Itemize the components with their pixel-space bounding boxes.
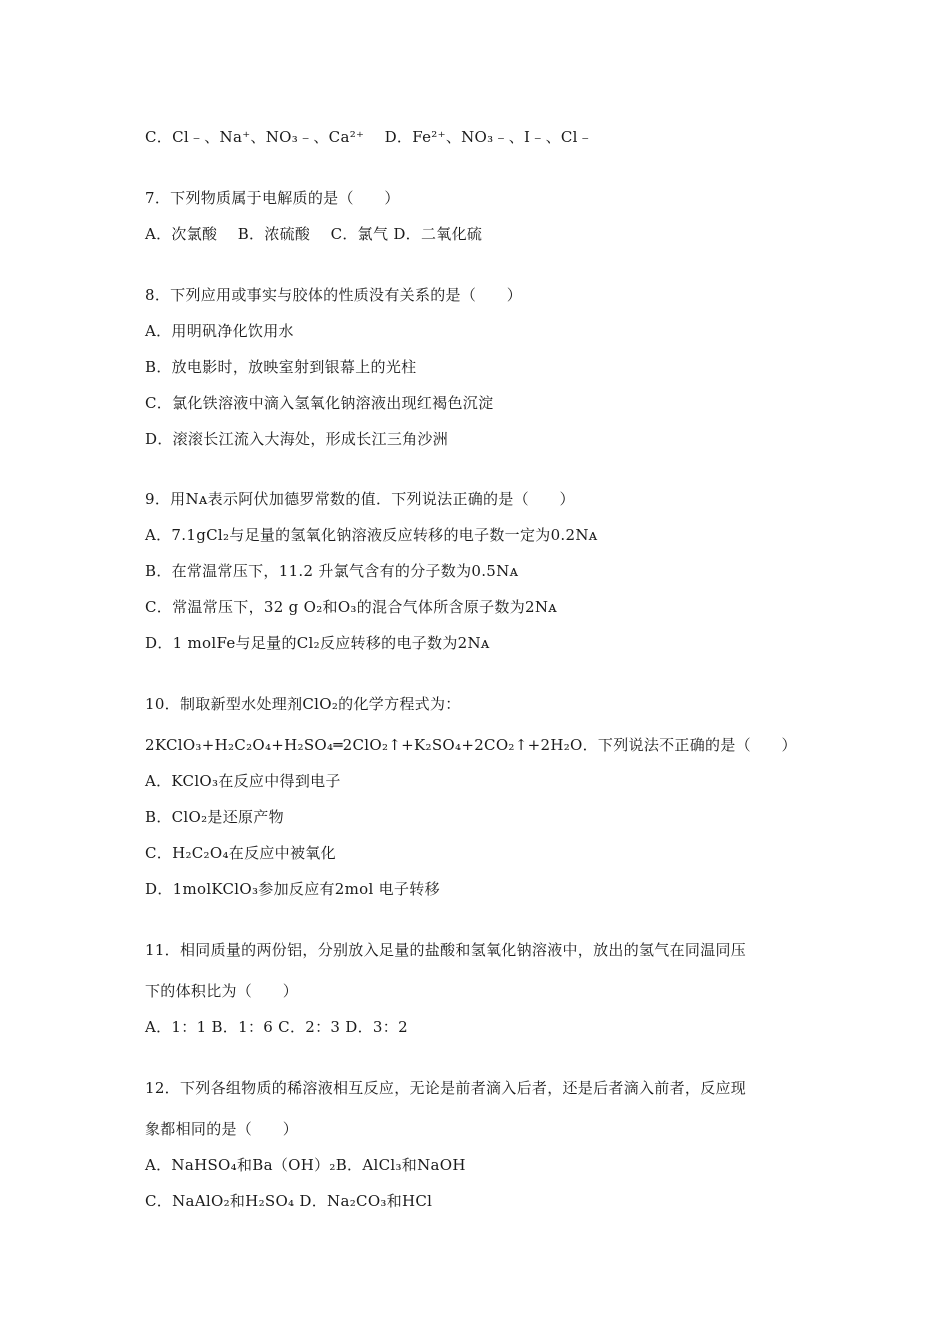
q7-options: A．次氯酸 B．浓硫酸 C．氯气 D．二氧化硫 xyxy=(145,225,483,243)
q9-stem: 9．用Nᴀ表示阿伏加德罗常数的值．下列说法正确的是（ ） xyxy=(145,490,575,508)
q9-option-b: B．在常温常压下，11.2 升氯气含有的分子数为0.5Nᴀ xyxy=(145,562,519,580)
q8-option-c: C．氯化铁溶液中滴入氢氧化钠溶液出现红褐色沉淀 xyxy=(145,394,494,412)
q10-option-d: D．1molKClO₃参加反应有2mol 电子转移 xyxy=(145,880,440,898)
q9-option-a: A．7.1gCl₂与足量的氢氧化钠溶液反应转移的电子数一定为0.2Nᴀ xyxy=(145,526,598,544)
q6-option-cd: C．Cl﹣、Na⁺、NO₃﹣、Ca²⁺ D．Fe²⁺、NO₃﹣、I﹣、Cl﹣ xyxy=(145,128,594,146)
q8-option-b: B．放电影时，放映室射到银幕上的光柱 xyxy=(145,358,417,376)
q9-option-c: C．常温常压下，32 g O₂和O₃的混合气体所含原子数为2Nᴀ xyxy=(145,598,558,616)
q11-stem-line2: 下的体积比为（ ） xyxy=(145,982,299,1000)
q12-stem-line2: 象都相同的是（ ） xyxy=(145,1120,299,1138)
q12-options-ab: A．NaHSO₄和Ba（OH）₂B．AlCl₃和NaOH xyxy=(145,1156,466,1174)
q10-option-c: C．H₂C₂O₄在反应中被氧化 xyxy=(145,844,336,862)
q11-stem-line1: 11．相同质量的两份铝，分别放入足量的盐酸和氢氧化钠溶液中，放出的氢气在同温同压 xyxy=(145,941,747,959)
q9-option-d: D．1 molFe与足量的Cl₂反应转移的电子数为2Nᴀ xyxy=(145,634,490,652)
q10-option-a: A．KClO₃在反应中得到电子 xyxy=(145,772,341,790)
q8-option-a: A．用明矾净化饮用水 xyxy=(145,322,294,340)
q7-stem: 7．下列物质属于电解质的是（ ） xyxy=(145,189,400,207)
q12-stem-line1: 12．下列各组物质的稀溶液相互反应，无论是前者滴入后者，还是后者滴入前者，反应现 xyxy=(145,1079,747,1097)
q8-option-d: D．滚滚长江流入大海处，形成长江三角沙洲 xyxy=(145,430,449,448)
q12-options-cd: C．NaAlO₂和H₂SO₄ D．Na₂CO₃和HCl xyxy=(145,1192,433,1210)
q10-equation: 2KClO₃+H₂C₂O₄+H₂SO₄═2ClO₂↑+K₂SO₄+2CO₂↑+2H₂O．下列说法不正确的是（ ） xyxy=(145,736,797,754)
q11-options: A．1：1 B．1：6 C．2：3 D．3：2 xyxy=(145,1018,408,1036)
q8-stem: 8．下列应用或事实与胶体的性质没有关系的是（ ） xyxy=(145,286,523,304)
q10-option-b: B．ClO₂是还原产物 xyxy=(145,808,284,826)
q10-stem: 10．制取新型水处理剂ClO₂的化学方程式为： xyxy=(145,695,461,713)
